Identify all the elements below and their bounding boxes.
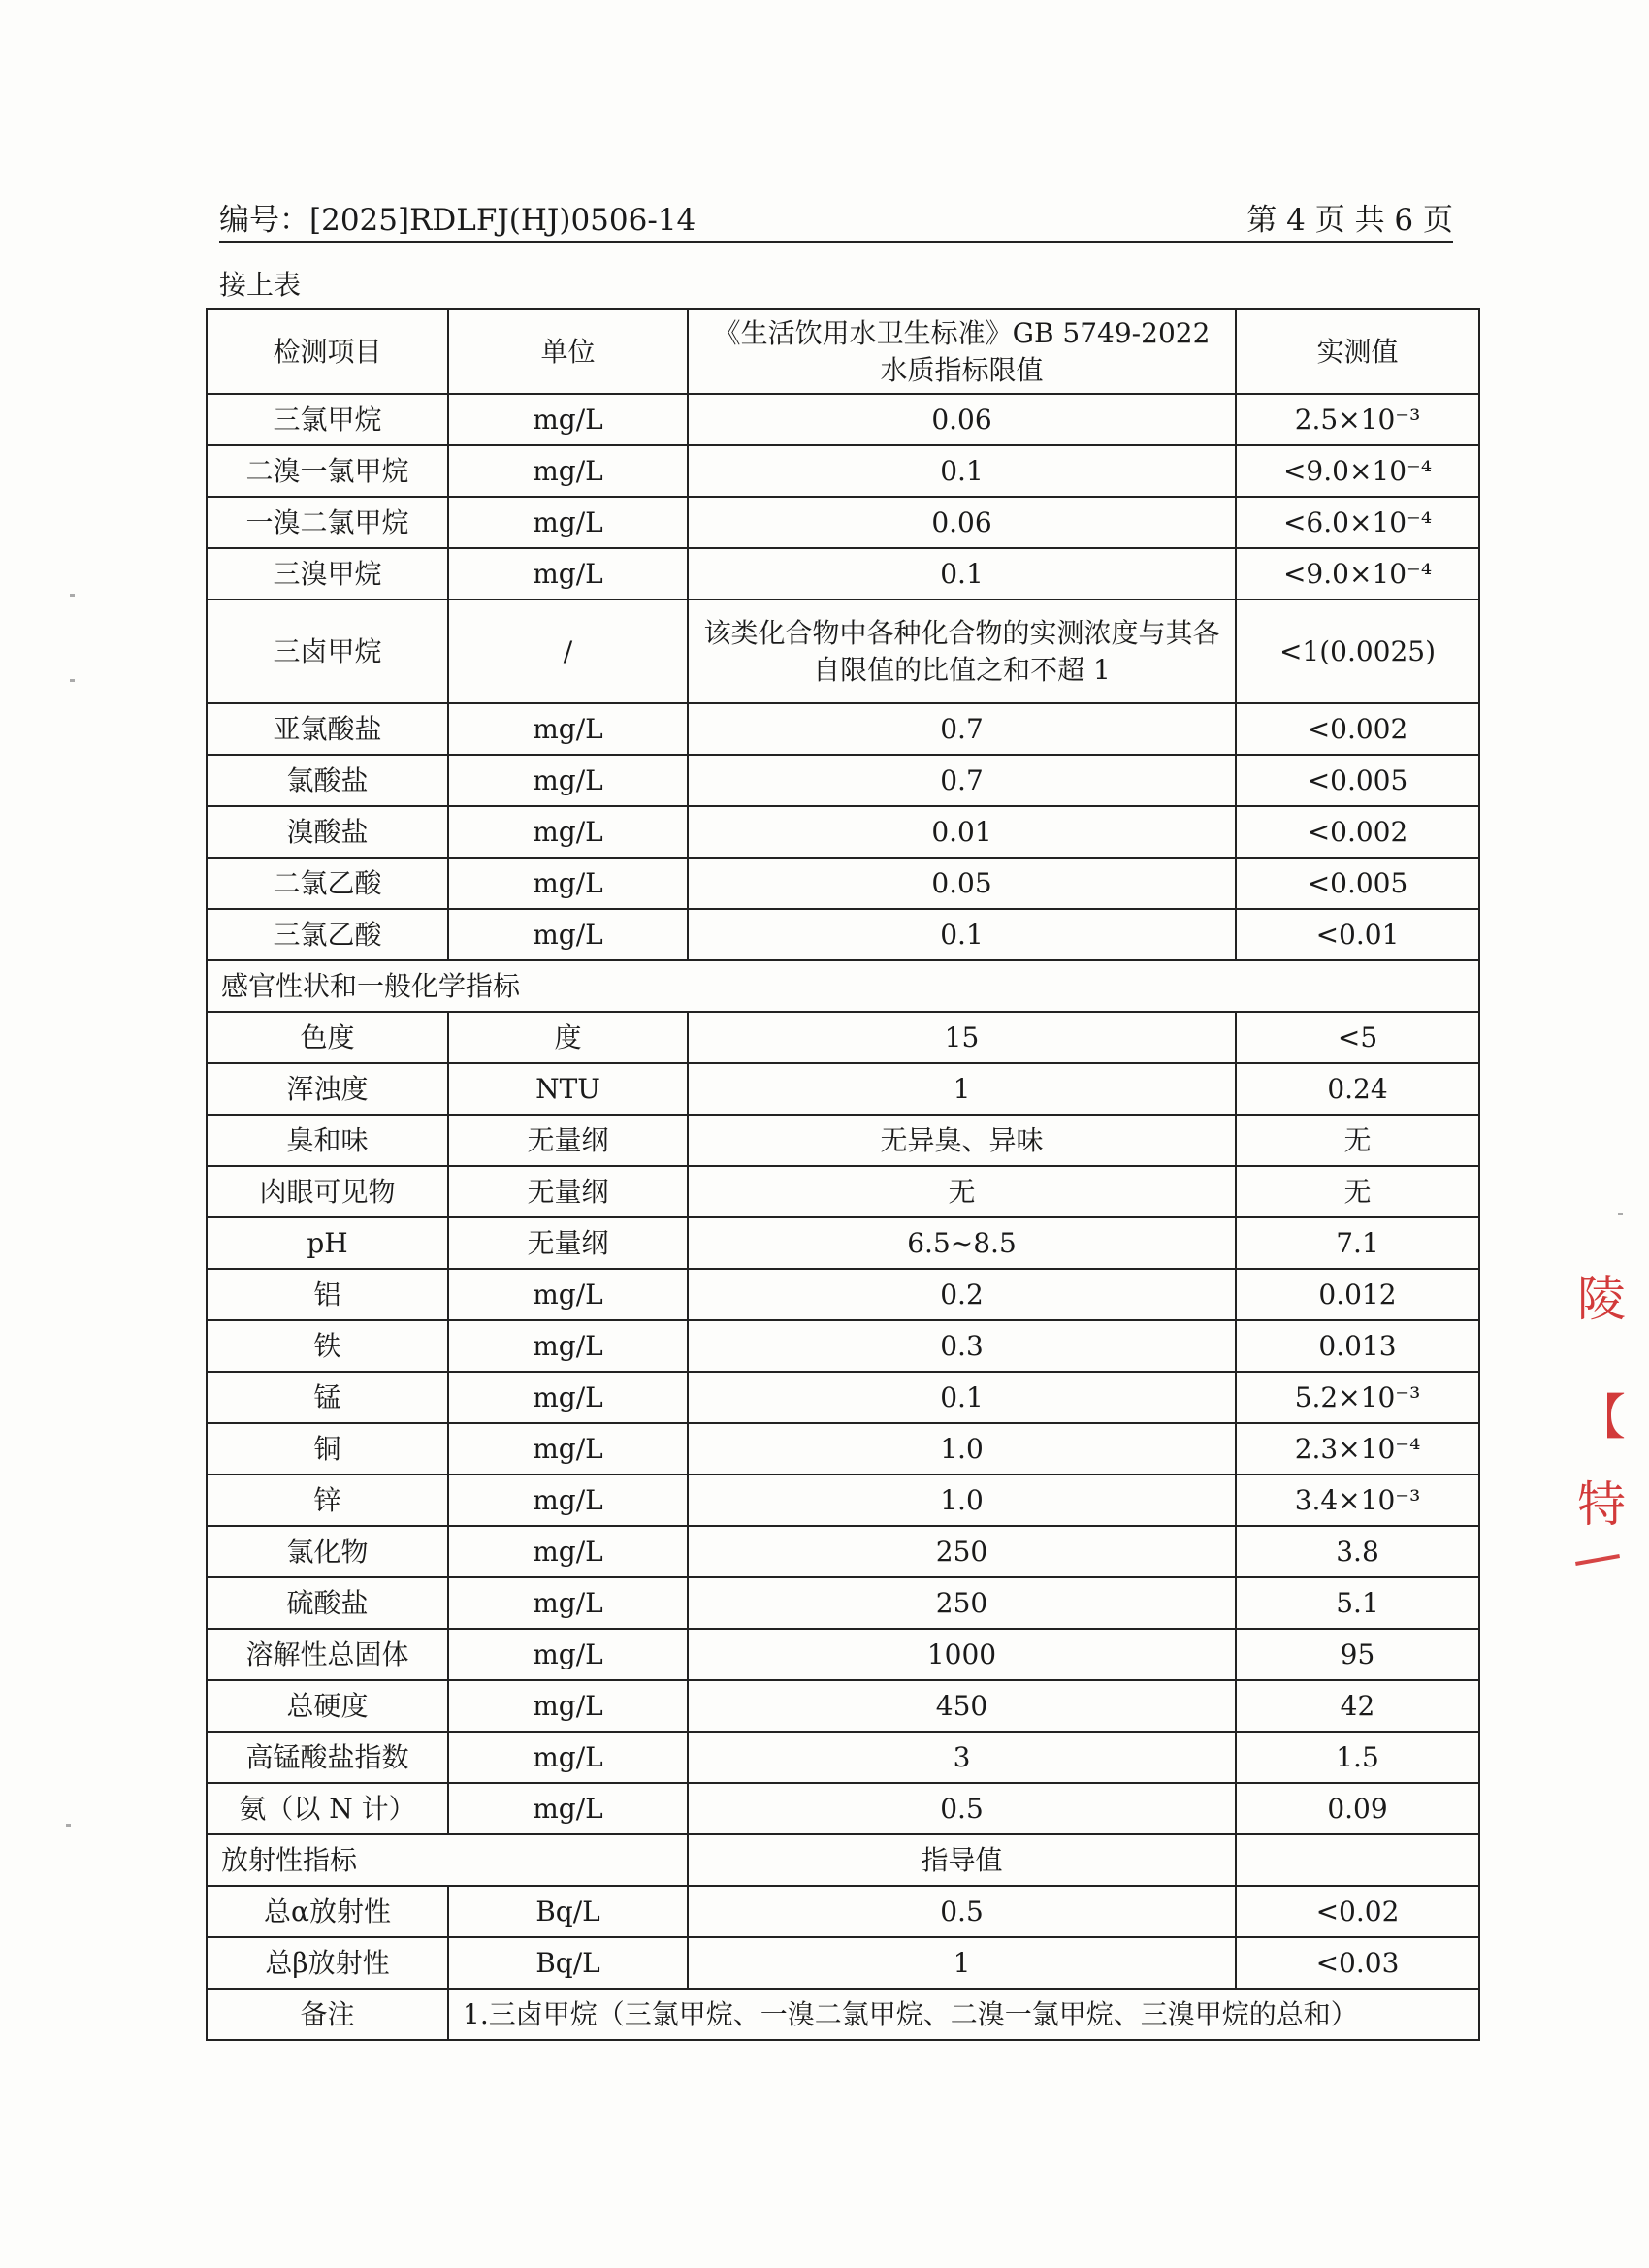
unit-cell: 度 bbox=[448, 1012, 688, 1063]
limit-cell: 0.1 bbox=[688, 1372, 1236, 1423]
unit-cell: mg/L bbox=[448, 1577, 688, 1629]
value-cell: 2.5×10⁻³ bbox=[1236, 394, 1479, 445]
unit-cell: mg/L bbox=[448, 1474, 688, 1526]
unit-cell: mg/L bbox=[448, 1269, 688, 1320]
item-cell: 高锰酸盐指数 bbox=[207, 1732, 448, 1783]
value-cell: <0.01 bbox=[1236, 909, 1479, 960]
scan-speck bbox=[66, 1824, 71, 1827]
value-cell: <0.005 bbox=[1236, 858, 1479, 909]
unit-cell: mg/L bbox=[448, 703, 688, 755]
results-table bbox=[206, 308, 1480, 2041]
limit-cell: 1.0 bbox=[688, 1474, 1236, 1526]
item-cell: 硫酸盐 bbox=[207, 1577, 448, 1629]
value-cell: 2.3×10⁻⁴ bbox=[1236, 1423, 1479, 1474]
limit-cell: 0.1 bbox=[688, 445, 1236, 497]
scan-speck bbox=[1618, 1213, 1623, 1215]
value-cell: <1(0.0025) bbox=[1236, 599, 1479, 703]
value-cell: 无 bbox=[1236, 1115, 1479, 1166]
item-cell: 氯化物 bbox=[207, 1526, 448, 1577]
unit-cell: mg/L bbox=[448, 497, 688, 548]
table-row bbox=[207, 1320, 1479, 1372]
remark-text: 1.三卤甲烷（三氯甲烷、一溴二氯甲烷、二溴一氯甲烷、三溴甲烷的总和） bbox=[448, 1989, 1479, 2040]
limit-cell: 15 bbox=[688, 1012, 1236, 1063]
item-header: 检测项目 bbox=[207, 309, 448, 394]
value-cell: 0.013 bbox=[1236, 1320, 1479, 1372]
unit-cell: mg/L bbox=[448, 806, 688, 858]
scan-speck bbox=[70, 594, 75, 597]
limit-cell: 6.5~8.5 bbox=[688, 1217, 1236, 1269]
table-row bbox=[207, 1577, 1479, 1629]
table-row bbox=[207, 1732, 1479, 1783]
unit-cell: mg/L bbox=[448, 1423, 688, 1474]
table-row bbox=[207, 1886, 1479, 1937]
table-row bbox=[207, 755, 1479, 806]
item-cell: 三氯甲烷 bbox=[207, 394, 448, 445]
unit-cell: mg/L bbox=[448, 548, 688, 599]
section-title-radioactivity: 放射性指标 bbox=[207, 1834, 688, 1886]
item-cell: 锌 bbox=[207, 1474, 448, 1526]
table-row bbox=[207, 806, 1479, 858]
table-row bbox=[207, 1372, 1479, 1423]
value-cell: 95 bbox=[1236, 1629, 1479, 1680]
value-cell: <0.005 bbox=[1236, 755, 1479, 806]
item-cell: 亚氯酸盐 bbox=[207, 703, 448, 755]
unit-cell: NTU bbox=[448, 1063, 688, 1115]
limit-cell: 0.2 bbox=[688, 1269, 1236, 1320]
table-row bbox=[207, 1217, 1479, 1269]
item-cell: 二溴一氯甲烷 bbox=[207, 445, 448, 497]
table-row bbox=[207, 394, 1479, 445]
item-cell: 肉眼可见物 bbox=[207, 1166, 448, 1217]
table-row bbox=[207, 1166, 1479, 1217]
value-cell: <0.002 bbox=[1236, 703, 1479, 755]
empty-cell bbox=[1236, 1834, 1479, 1886]
table-header-row bbox=[207, 309, 1479, 394]
unit-cell: mg/L bbox=[448, 755, 688, 806]
value-cell: <9.0×10⁻⁴ bbox=[1236, 445, 1479, 497]
item-cell: 氯酸盐 bbox=[207, 755, 448, 806]
value-cell: <6.0×10⁻⁴ bbox=[1236, 497, 1479, 548]
unit-cell: 无量纲 bbox=[448, 1166, 688, 1217]
table-row bbox=[207, 1063, 1479, 1115]
item-cell: 臭和味 bbox=[207, 1115, 448, 1166]
limit-cell: 1.0 bbox=[688, 1423, 1236, 1474]
value-cell: 1.5 bbox=[1236, 1732, 1479, 1783]
limit-cell: 450 bbox=[688, 1680, 1236, 1732]
item-cell: 总α放射性 bbox=[207, 1886, 448, 1937]
table-row bbox=[207, 1783, 1479, 1834]
item-cell: 铜 bbox=[207, 1423, 448, 1474]
unit-cell: mg/L bbox=[448, 1783, 688, 1834]
red-seal-stamp bbox=[1577, 1267, 1626, 1575]
limit-cell: 0.05 bbox=[688, 858, 1236, 909]
table-row bbox=[207, 909, 1479, 960]
value-cell: <0.002 bbox=[1236, 806, 1479, 858]
value-cell: 42 bbox=[1236, 1680, 1479, 1732]
item-cell: 三氯乙酸 bbox=[207, 909, 448, 960]
continued-label: 接上表 bbox=[219, 269, 302, 301]
item-cell: 一溴二氯甲烷 bbox=[207, 497, 448, 548]
table-row bbox=[207, 445, 1479, 497]
table-row bbox=[207, 548, 1479, 599]
limit-cell: 0.5 bbox=[688, 1886, 1236, 1937]
value-header: 实测值 bbox=[1236, 309, 1479, 394]
value-cell: 5.2×10⁻³ bbox=[1236, 1372, 1479, 1423]
table-row bbox=[207, 1012, 1479, 1063]
value-cell: <5 bbox=[1236, 1012, 1479, 1063]
unit-cell: Bq/L bbox=[448, 1886, 688, 1937]
item-cell: 总β放射性 bbox=[207, 1937, 448, 1989]
document-header bbox=[219, 196, 1453, 243]
limit-cell: 0.3 bbox=[688, 1320, 1236, 1372]
value-cell: 3.4×10⁻³ bbox=[1236, 1474, 1479, 1526]
table-row bbox=[207, 1526, 1479, 1577]
table-row bbox=[207, 1269, 1479, 1320]
limit-cell: 该类化合物中各种化合物的实测浓度与其各自限值的比值之和不超 1 bbox=[688, 599, 1236, 703]
value-cell: 5.1 bbox=[1236, 1577, 1479, 1629]
limit-cell: 0.01 bbox=[688, 806, 1236, 858]
table-row bbox=[207, 599, 1479, 703]
table-row bbox=[207, 1680, 1479, 1732]
unit-cell: mg/L bbox=[448, 1732, 688, 1783]
value-cell: 0.09 bbox=[1236, 1783, 1479, 1834]
item-cell: 总硬度 bbox=[207, 1680, 448, 1732]
limit-cell: 1 bbox=[688, 1937, 1236, 1989]
limit-header: 《生活饮用水卫生标准》GB 5749-2022 水质指标限值 bbox=[688, 309, 1236, 394]
item-cell: 溶解性总固体 bbox=[207, 1629, 448, 1680]
remark-row bbox=[207, 1989, 1479, 2040]
value-cell: 0.24 bbox=[1236, 1063, 1479, 1115]
table-row bbox=[207, 1115, 1479, 1166]
item-cell: 氨（以 N 计） bbox=[207, 1783, 448, 1834]
table-row bbox=[207, 1423, 1479, 1474]
item-cell: 锰 bbox=[207, 1372, 448, 1423]
table-row bbox=[207, 497, 1479, 548]
table-row bbox=[207, 1629, 1479, 1680]
item-cell: 铝 bbox=[207, 1269, 448, 1320]
table-row bbox=[207, 858, 1479, 909]
limit-cell: 0.5 bbox=[688, 1783, 1236, 1834]
item-cell: pH bbox=[207, 1217, 448, 1269]
limit-cell: 0.7 bbox=[688, 755, 1236, 806]
value-cell: 7.1 bbox=[1236, 1217, 1479, 1269]
unit-header: 单位 bbox=[448, 309, 688, 394]
section-title-sensory: 感官性状和一般化学指标 bbox=[207, 960, 1479, 1012]
limit-cell: 0.06 bbox=[688, 394, 1236, 445]
value-cell: 3.8 bbox=[1236, 1526, 1479, 1577]
section-row bbox=[207, 960, 1479, 1012]
unit-cell: mg/L bbox=[448, 858, 688, 909]
value-cell: <0.02 bbox=[1236, 1886, 1479, 1937]
limit-cell: 无 bbox=[688, 1166, 1236, 1217]
seal-char: 陵 bbox=[1577, 1271, 1626, 1327]
section-row bbox=[207, 1834, 1479, 1886]
value-cell: 无 bbox=[1236, 1166, 1479, 1217]
unit-cell: 无量纲 bbox=[448, 1217, 688, 1269]
value-cell: 0.012 bbox=[1236, 1269, 1479, 1320]
unit-cell: Bq/L bbox=[448, 1937, 688, 1989]
unit-cell: mg/L bbox=[448, 445, 688, 497]
table-row bbox=[207, 1474, 1479, 1526]
limit-cell: 0.06 bbox=[688, 497, 1236, 548]
unit-cell: / bbox=[448, 599, 688, 703]
item-cell: 溴酸盐 bbox=[207, 806, 448, 858]
item-cell: 三溴甲烷 bbox=[207, 548, 448, 599]
unit-cell: mg/L bbox=[448, 394, 688, 445]
limit-cell: 0.7 bbox=[688, 703, 1236, 755]
limit-cell: 250 bbox=[688, 1526, 1236, 1577]
value-cell: <9.0×10⁻⁴ bbox=[1236, 548, 1479, 599]
unit-cell: mg/L bbox=[448, 1320, 688, 1372]
limit-cell: 1000 bbox=[688, 1629, 1236, 1680]
guide-value-header: 指导值 bbox=[688, 1834, 1236, 1886]
seal-edge bbox=[1575, 1554, 1620, 1566]
table-row bbox=[207, 1937, 1479, 1989]
item-cell: 色度 bbox=[207, 1012, 448, 1063]
document-code: 编号：[2025]RDLFJ(HJ)0506-14 bbox=[219, 203, 696, 238]
page-indicator: 第 4 页 共 6 页 bbox=[1246, 203, 1453, 238]
unit-cell: mg/L bbox=[448, 1629, 688, 1680]
limit-cell: 无异臭、异味 bbox=[688, 1115, 1236, 1166]
value-cell: <0.03 bbox=[1236, 1937, 1479, 1989]
unit-cell: mg/L bbox=[448, 1372, 688, 1423]
seal-char: 特 bbox=[1577, 1476, 1626, 1533]
remark-label: 备注 bbox=[207, 1989, 448, 2040]
limit-cell: 250 bbox=[688, 1577, 1236, 1629]
unit-cell: mg/L bbox=[448, 909, 688, 960]
item-cell: 铁 bbox=[207, 1320, 448, 1372]
limit-cell: 3 bbox=[688, 1732, 1236, 1783]
scan-speck bbox=[70, 679, 75, 682]
limit-cell: 1 bbox=[688, 1063, 1236, 1115]
item-cell: 二氯乙酸 bbox=[207, 858, 448, 909]
item-cell: 浑浊度 bbox=[207, 1063, 448, 1115]
item-cell: 三卤甲烷 bbox=[207, 599, 448, 703]
unit-cell: 无量纲 bbox=[448, 1115, 688, 1166]
limit-cell: 0.1 bbox=[688, 909, 1236, 960]
seal-char: 【 bbox=[1577, 1389, 1626, 1445]
limit-cell: 0.1 bbox=[688, 548, 1236, 599]
table-row bbox=[207, 703, 1479, 755]
unit-cell: mg/L bbox=[448, 1526, 688, 1577]
unit-cell: mg/L bbox=[448, 1680, 688, 1732]
